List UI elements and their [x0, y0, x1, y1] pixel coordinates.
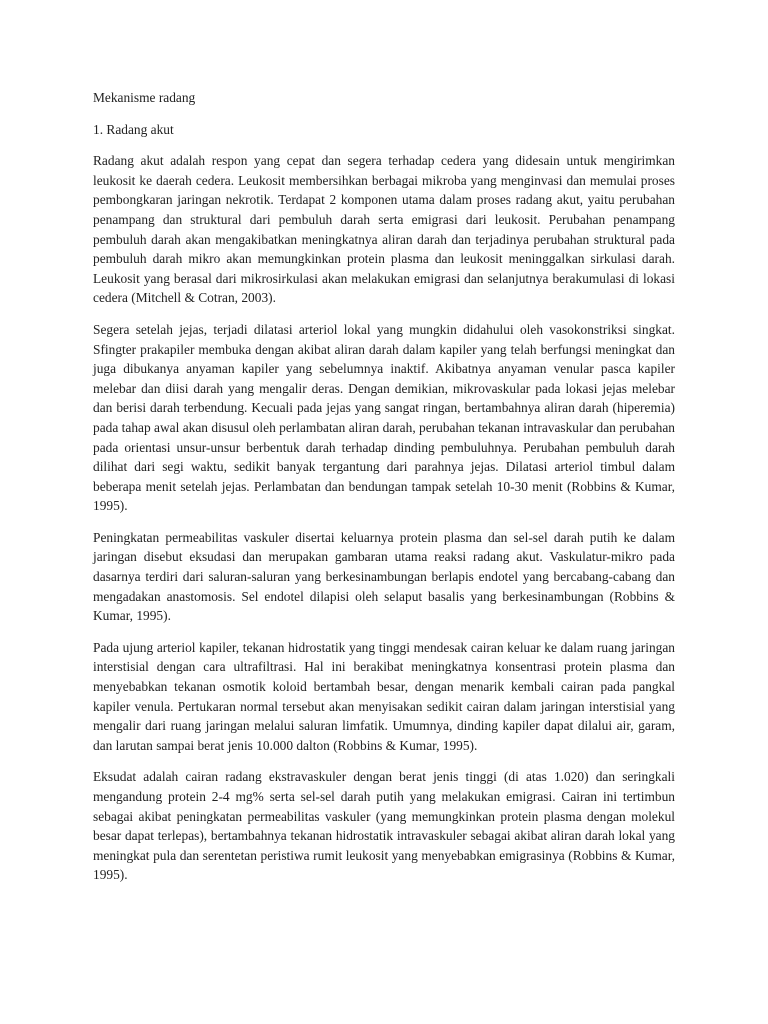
document-body [93, 88, 675, 897]
paragraph-5: Eksudat adalah cairan radang ekstravaskuler dengan berat jenis tinggi (di atas 1.020) dan seringkali mengandung protein 2-4 mg% serta sel-sel darah putih yang melakukan emigrasi. Cairan ini tertimbun sebagai akibat peningkatan permeabilitas vaskuler (yang memungkinkan protein plasma dengan molekul besar dapat terlepas), bertambahnya tekanan hidrostatik intravaskuler sebagai akibat aliran darah lokal yang meningkat pula dan serentetan peristiwa rumit leukosit yang menyebabkan emigrasinya (Robbins & Kumar, 1995). [93, 769, 675, 883]
paragraph-2: Segera setelah jejas, terjadi dilatasi arteriol lokal yang mungkin didahului oleh vasokonstriksi singkat. Sfingter prakapiler membuka dengan akibat aliran darah dalam kapiler yang telah berfungsi meningkat dan juga dibukanya anyaman kapiler yang sebelumnya inaktif. Akibatnya anyaman venular pasca kapiler melebar dan diisi darah yang mengalir deras. Dengan demikian, mikrovaskular pada lokasi jejas melebar dan berisi darah terbendung. Kecuali pada jejas yang sangat ringan, bertambahnya aliran darah (hiperemia) pada tahap awal akan disusul oleh perlambatan aliran darah, perubahan tekanan intravaskular dan perubahan pada orientasi unsur-unsur berbentuk darah terhadap dinding pembuluhnya. Perubahan pembuluh darah dilihat dari segi waktu, sedikit banyak tergantung dari parahnya jejas. Dilatasi arteriol timbul dalam beberapa menit setelah jejas. Perlambatan dan bendungan tampak setelah 10-30 menit (Robbins & Kumar, 1995). [93, 321, 675, 514]
section-heading: 1. Radang akut [93, 121, 174, 137]
paragraph-4: Pada ujung arteriol kapiler, tekanan hidrostatik yang tinggi mendesak cairan keluar ke dalam ruang jaringan interstisial dengan cara ultrafiltrasi. Hal ini berakibat meningkatnya konsentrasi protein plasma dan menyebabkan tekanan osmotik koloid bertambah besar, dengan menarik kembali cairan pada pangkal kapiler venula. Pertukaran normal tersebut akan menyisakan sedikit cairan dalam jaringan interstisial yang mengalir dari ruang jaringan melalui saluran limfatik. Umumnya, dinding kapiler dapat dilalui air, garam, dan larutan sampai berat jenis 10.000 dalton (Robbins & Kumar, 1995). [93, 639, 675, 753]
document-title: Mekanisme radang [93, 90, 196, 105]
paragraph-3: Peningkatan permeabilitas vaskuler disertai keluarnya protein plasma dan sel-sel darah putih ke dalam jaringan disebut eksudasi dan merupakan gambaran utama reaksi radang akut. Vaskulatur-mikro pada dasarnya terdiri dari saluran-saluran yang berkesinambungan berlapis endotel yang bercabang-cabang dan mengadakan anastomosis. Sel endotel dilapisi oleh selaput basalis yang berkesinambungan (Robbins & Kumar, 1995). [93, 529, 675, 624]
paragraph-1: Radang akut adalah respon yang cepat dan segera terhadap cedera yang didesain untuk mengirimkan leukosit ke daerah cedera. Leukosit membersihkan berbagai mikroba yang menginvasi dan memulai proses pembongkaran jaringan nekrotik. Terdapat 2 komponen utama dalam proses radang akut, yaitu perubahan penampang dan struktural dari pembuluh darah serta emigrasi dari leukosit. Perubahan penampang pembuluh darah akan mengakibatkan meningkatnya aliran darah dan terjadinya perubahan struktural pada pembuluh darah mikro akan memungkinkan protein plasma dan leukosit meninggalkan sirkulasi darah. Leukosit yang berasal dari mikrosirkulasi akan melakukan emigrasi dan selanjutnya berakumulasi di lokasi cedera (Mitchell & Cotran, 2003). [93, 153, 675, 306]
